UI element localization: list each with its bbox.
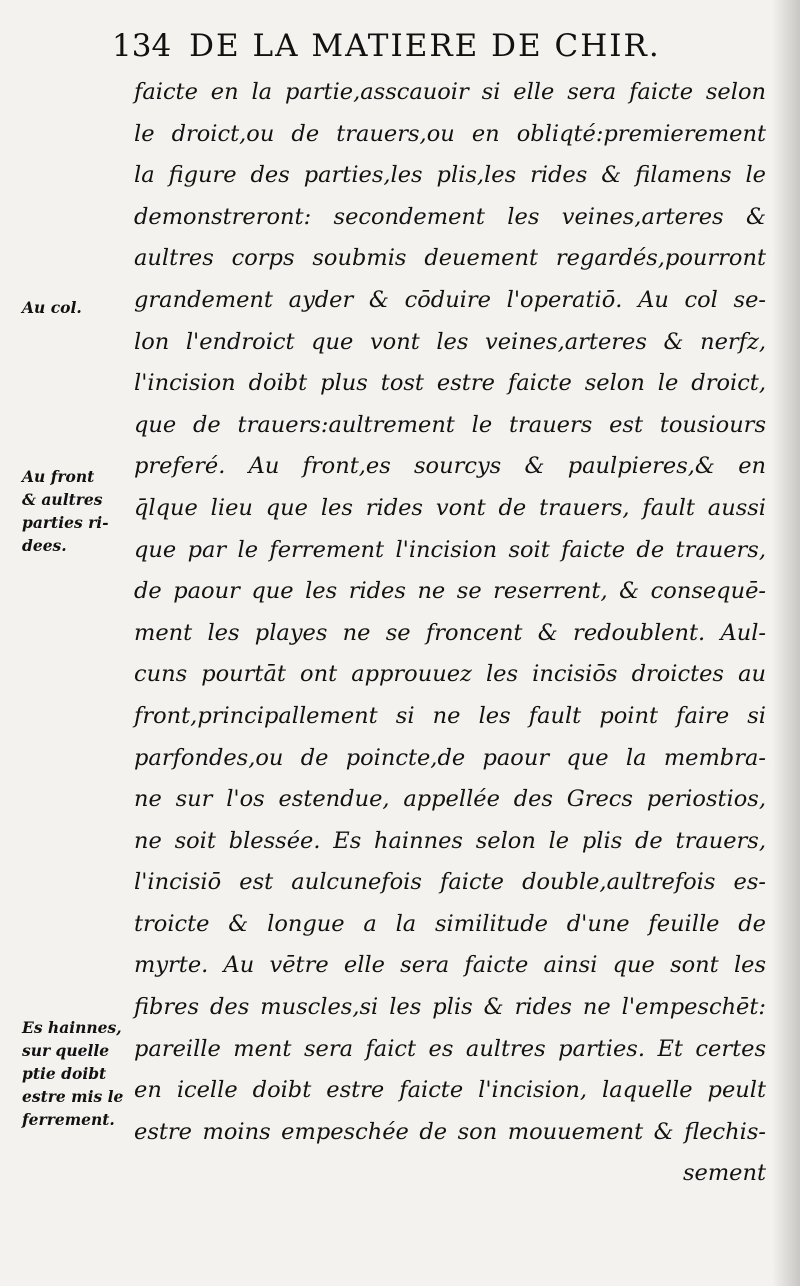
text-line: fibres des muscles,si les plis & rides ne l'empeschēt: [134, 994, 766, 1021]
margin-note-line: estre mis le [22, 1087, 124, 1106]
margin-note-au-col [22, 296, 130, 319]
margin-note-line: dees. [22, 536, 67, 555]
page-edge-shadow [772, 0, 800, 1286]
text-line: de paour que les rides ne se reserrent, & consequē- [134, 578, 766, 605]
text-line: myrte. Au vētre elle sera faicte ainsi que sont les [134, 952, 766, 979]
margin-note-au-front [22, 465, 130, 557]
margin-note-line: sur quelle [22, 1041, 110, 1060]
text-line: demonstreront: secondement les veines,arteres & [134, 203, 766, 230]
margin-note-line: Au front [22, 467, 95, 486]
text-line: l'incisiō est aulcunefois faicte double,aultrefois es- [134, 869, 766, 896]
text-line: en icelle doibt estre faicte l'incision, laquelle peult [134, 1077, 766, 1104]
margin-note-line: ptie doibt [22, 1064, 107, 1083]
catchword: sement [682, 1160, 766, 1187]
text-line: que de trauers:aultrement le trauers est tousiours [134, 411, 766, 438]
running-header [112, 28, 777, 64]
text-line: faicte en la partie,asscauoir si elle sera faicte selon [134, 79, 766, 105]
text-line: preferé. Au front,es sourcys & paulpieres,& en [134, 453, 766, 480]
text-line: parfondes,ou de poincte,de paour que la membra- [134, 744, 766, 771]
margin-note-line: & aultres [22, 490, 103, 509]
running-title: DE LA MATIERE DE CHIR. [189, 28, 661, 64]
text-line: q̄lque lieu que les rides vont de trauers, fault aussi [134, 494, 766, 521]
text-line: ne soit blessée. Es hainnes selon le plis de trauers, [134, 827, 766, 854]
text-line: front,principallement si ne les fault point faire si [134, 702, 766, 729]
margin-note-line: Au col. [22, 298, 82, 317]
text-line: que par le ferrement l'incision soit faicte de trauers, [134, 536, 766, 563]
text-line: l'incision doibt plus tost estre faicte selon le droict, [134, 370, 766, 397]
text-line: le droict,ou de trauers,ou en obliqté:premierement [134, 120, 766, 147]
margin-note-line: Es hainnes, [22, 1018, 122, 1037]
text-line: la figure des parties,les plis,les rides & filamens le [134, 162, 766, 189]
margin-note-line: ferrement. [22, 1110, 115, 1129]
text-line: ne sur l'os estendue, appellée des Grecs periostios, [134, 786, 766, 813]
text-line: cuns pourtāt ont approuuez les incisiōs droictes au [134, 661, 766, 688]
text-line: ment les playes ne se froncent & redoublent. Aul- [134, 619, 766, 646]
text-line: lon l'endroict que vont les veines,arteres & nerfz, [134, 328, 766, 355]
margin-note-line: parties ri- [22, 513, 109, 532]
margin-note-es-hainnes [22, 1016, 130, 1131]
text-line: pareille ment sera faict es aultres parties. Et certes [134, 1035, 766, 1062]
text-line: estre moins empeschée de son mouuement & flechis- [134, 1118, 766, 1145]
text-line: aultres corps soubmis deuement regardés,pourront [134, 245, 766, 272]
text-line: grandement ayder & cōduire l'operatiō. Au col se- [134, 286, 766, 313]
text-line: troicte & longue a la similitude d'une feuille de [134, 910, 766, 937]
page-number: 134 [112, 28, 172, 64]
body-text-block [134, 72, 766, 1195]
